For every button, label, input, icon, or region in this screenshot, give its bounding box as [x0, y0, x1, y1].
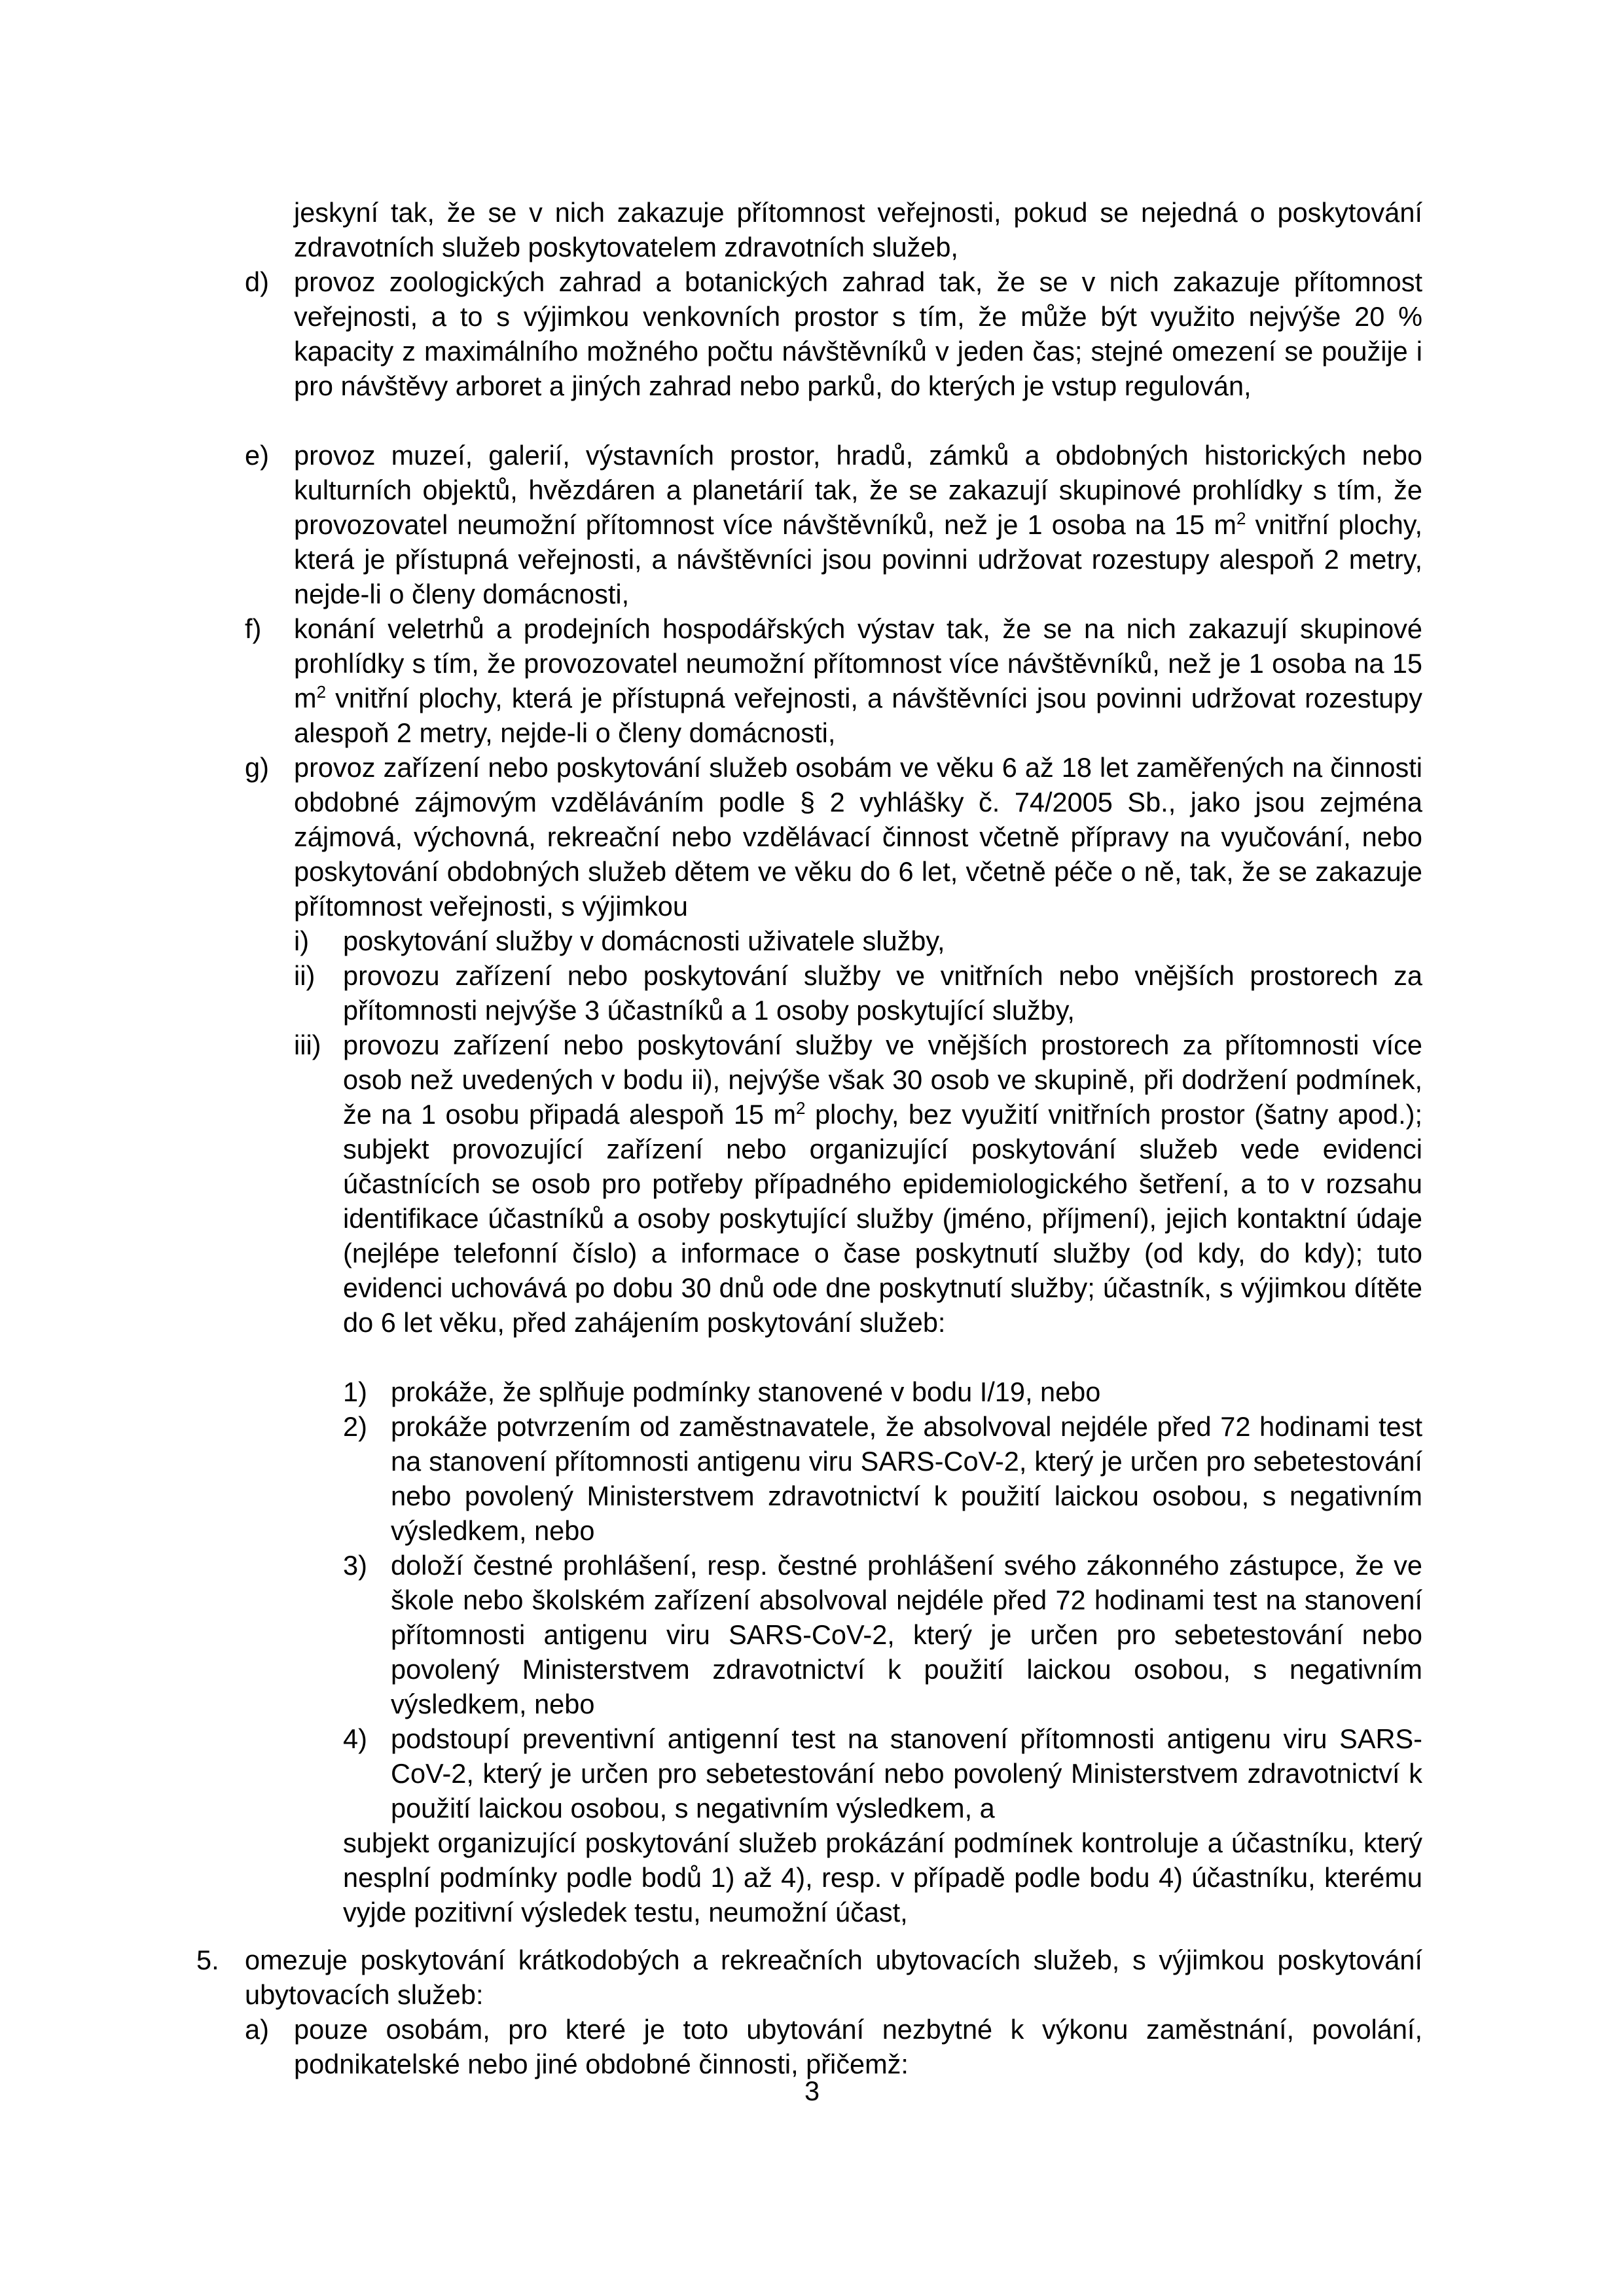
intro-text: jeskyní tak, že se v nich zakazuje přítomnost veřejnosti, pokud se nejedná o poskytování zdravotních služeb poskytovatelem zdravotních služeb,: [294, 197, 1422, 262]
item-e-text: [294, 438, 1422, 611]
superscript-2: 2: [316, 682, 327, 702]
item-f-text: [294, 611, 1422, 750]
numbered-1-text: [391, 1374, 1422, 1409]
numbered-4-text: [391, 1721, 1422, 1825]
item-g-text: [294, 750, 1422, 924]
item-e-content-a: provoz muzeí, galerií, výstavních prostor, hradů, zámků a obdobných historických nebo kulturních objektů, hvězdáren a planetárií tak, že se zakazují skupinové prohlídky s tím, že provozovatel neumožní přítomnost více návštěvníků, než je 1 osoba na 15 m: [294, 440, 1422, 540]
superscript-2: 2: [1236, 509, 1246, 529]
item-e-content-b: vnitřní plochy, která je přístupná veřejnosti, a návštěvníci jsou povinni udržovat rozestupy alespoň 2 metry, nejde-li o členy domácnosti,: [294, 509, 1423, 609]
section-5-a-text: [294, 2012, 1422, 2081]
closing-paragraph: [343, 1825, 1422, 1929]
numbered-1-marker: 1): [343, 1376, 367, 1407]
subitem-i-marker: i): [294, 925, 310, 956]
numbered-4-content: podstoupí preventivní antigenní test na stanovení přítomnosti antigenu viru SARS-CoV-2, který je určen pro sebetestování nebo povolený Ministerstvem zdravotnictví k použití laickou osobou, s negativním výsledkem, a: [391, 1723, 1422, 1823]
numbered-2-content: prokáže potvrzením od zaměstnavatele, že absolvoval nejdéle před 72 hodinami test na stanovení přítomnosti antigenu viru SARS-CoV-2, který je určen pro sebetestování nebo povolený Ministerstvem zdravotnictví k použití laickou osobou, s negativním výsledkem, nebo: [391, 1411, 1422, 1546]
closing-content: subjekt organizující poskytování služeb prokázání podmínek kontroluje a účastníku, který nesplní podmínky podle bodů 1) až 4), resp. v případě podle bodu 4) účastníku, kterému vyjde pozitivní výsledek testu, neumožní účast,: [343, 1827, 1422, 1928]
item-d-text: [294, 264, 1422, 403]
section-5-a-content: pouze osobám, pro které je toto ubytování nezbytné k výkonu zaměstnání, povolání, podnikatelské nebo jiné obdobné činnosti, přičemž:: [294, 2014, 1422, 2079]
section-5-marker: 5.: [196, 1945, 219, 1975]
item-g-marker: g): [245, 752, 269, 783]
item-e-marker: e): [245, 440, 269, 471]
subitem-ii-text: [343, 958, 1422, 1028]
subitem-iii-marker: iii): [294, 1030, 321, 1060]
subitem-iii-text: [343, 1028, 1422, 1340]
subitem-iii-content-b: plochy, bez využití vnitřních prostor (šatny apod.); subjekt provozující zařízení nebo organizující poskytování služeb vede evidenci účastnících se osob pro potřeby případného epidemiologického šetření, a to v rozsahu identifikace účastníků a osoby poskytující služby (jméno, příjmení), jejich kontaktní údaje (nejlépe telefonní číslo) a informace o čase poskytnutí služby (od kdy, do kdy); tuto evidenci uchovává po dobu 30 dnů ode dne poskytnutí služby; účastník, s výjimkou dítěte do 6 let věku, před zahájením poskytování služeb:: [343, 1099, 1422, 1338]
subitem-ii-marker: ii): [294, 960, 316, 991]
numbered-2-text: [391, 1409, 1422, 1548]
section-5-a-marker: a): [245, 2014, 269, 2045]
item-f-content-b: vnitřní plochy, která je přístupná veřejnosti, a návštěvníci jsou povinni udržovat rozestupy alespoň 2 metry, nejde-li o členy domácnosti,: [294, 683, 1422, 748]
numbered-3-marker: 3): [343, 1550, 367, 1581]
numbered-3-text: [391, 1548, 1422, 1721]
item-f-content-a: konání veletrhů a prodejních hospodářských výstav tak, že se na nich zakazují skupinové prohlídky s tím, že provozovatel neumožní přítomnost více návštěvníků, než je 1 osoba na 15 m: [294, 613, 1422, 713]
intro-paragraph: [294, 195, 1422, 264]
subitem-i-text: [343, 924, 1422, 958]
item-d-marker: d): [245, 266, 269, 297]
numbered-4-marker: 4): [343, 1723, 367, 1754]
subitem-iii-content-a: provozu zařízení nebo poskytování služby ve vnějších prostorech za přítomnosti více osob než uvedených v bodu ii), nejvýše však 30 osob ve skupině, při dodržení podmínek, že na 1 osobu připadá alespoň 15 m: [343, 1030, 1422, 1130]
item-f-marker: f): [245, 613, 262, 644]
subitem-i-content: poskytování služby v domácnosti uživatele služby,: [343, 925, 945, 956]
section-5-content: omezuje poskytování krátkodobých a rekreačních ubytovacích služeb, s výjimkou poskytování ubytovacích služeb:: [245, 1945, 1422, 2010]
subitem-ii-content: provozu zařízení nebo poskytování služby ve vnitřních nebo vnějších prostorech za přítomnosti nejvýše 3 účastníků a 1 osoby poskytující služby,: [343, 960, 1422, 1026]
numbered-3-content: doloží čestné prohlášení, resp. čestné prohlášení svého zákonného zástupce, že ve škole nebo školském zařízení absolvoval nejdéle před 72 hodinami test na stanovení přítomnosti antigenu viru SARS-CoV-2, který je určen pro sebetestování nebo povolený Ministerstvem zdravotnictví k použití laickou osobou, s negativním výsledkem, nebo: [391, 1550, 1422, 1719]
numbered-2-marker: 2): [343, 1411, 367, 1442]
numbered-1-content: prokáže, že splňuje podmínky stanovené v bodu I/19, nebo: [391, 1376, 1101, 1407]
item-g-content: provoz zařízení nebo poskytování služeb osobám ve věku 6 až 18 let zaměřených na činnosti obdobné zájmovým vzděláváním podle § 2 vyhlášky č. 74/2005 Sb., jako jsou zejména zájmová, výchovná, rekreační nebo vzdělávací činnost včetně přípravy na vyučování, nebo poskytování obdobných služeb dětem ve věku do 6 let, včetně péče o ně, tak, že se zakazuje přítomnost veřejnosti, s výjimkou: [294, 752, 1422, 922]
page-number: 3: [804, 2075, 820, 2106]
superscript-2: 2: [796, 1098, 806, 1119]
item-d-content: provoz zoologických zahrad a botanických zahrad tak, že se v nich zakazuje přítomnost veřejnosti, a to s výjimkou venkovních prostor s tím, že může být využito nejvýše 20 % kapacity z maximálního možného počtu návštěvníků v jeden čas; stejné omezení se použije i pro návštěvy arboret a jiných zahrad nebo parků, do kterých je vstup regulován,: [294, 266, 1422, 401]
section-5-text: [245, 1943, 1422, 2012]
